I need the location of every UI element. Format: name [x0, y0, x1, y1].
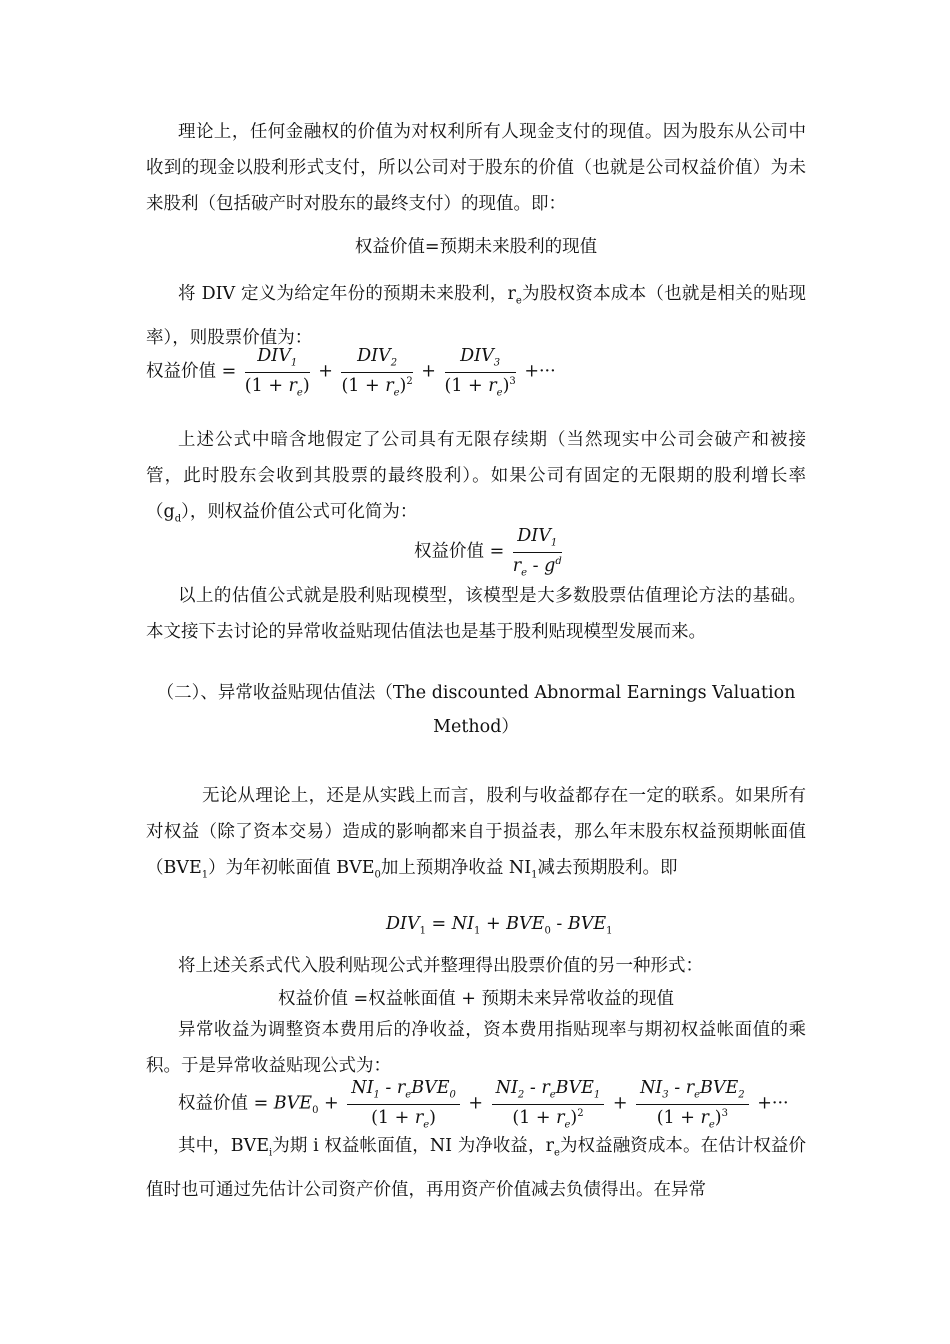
paragraph-2: 将 DIV 定义为给定年份的预期未来股利，$r_e$为股权资本成本（也就是相关的贴现率），则股票价值为：	[146, 284, 806, 348]
formula-clean-surplus: $DIV_1 = NI_1 + BVE_0 - BVE_1$	[386, 914, 613, 937]
equation-abnormal-earnings-text: 权益价值 =权益帐面值 + 预期未来异常收益的现值	[277, 989, 674, 1009]
paragraph-3: 上述公式中暗含地假定了公司具有无限存续期（当然现实中公司会破产和被接管，此时股东会收到其股票的最终股利）。如果公司有固定的无限期的股利增长率$(g_d)$，则权益价值公式可化简为：	[146, 430, 806, 525]
paragraph-6: 将上述关系式代入股利贴现公式并整理得出股票价值的另一种形式：	[178, 956, 703, 976]
paragraph-1: 理论上，任何金融权的价值为对权利所有人现金支付的现值。因为股东从公司中收到的现金以股利形式支付，所以公司对于股东的价值（也就是公司权益价值）为未来股利（包括破产时对股东的最终支付）的现值。即：	[146, 122, 806, 214]
paragraph-7: 异常收益为调整资本费用后的净收益，资本费用指贴现率与期初权益帐面值的乘积。于是异常收益贴现公式为：	[146, 1020, 806, 1076]
section-heading	[146, 676, 806, 744]
formula-gordon-growth: 权益价值 = $\frac{DIV_1}{r_e - g^d}$	[414, 526, 562, 578]
section-heading-line-2: Method）	[433, 717, 519, 737]
section-heading-line-1: （二）、异常收益贴现估值法（The discounted Abnormal Earnings Valuation	[156, 683, 796, 703]
equation-equity-value-text: 权益价值=预期未来股利的现值	[354, 237, 598, 257]
paragraph-4: 以上的估值公式就是股利贴现模型，该模型是大多数股票估值理论方法的基础。本文接下去讨论的异常收益贴现估值法也是基于股利贴现模型发展而来。	[146, 586, 806, 642]
paragraph-8: 其中，$BVE_i$为期 i 权益帐面值，NI 为净收益，$r_e$为权益融资成本。在估计权益价值时也可通过先估计公司资产价值，再用资产价值减去负债得出。在异常	[146, 1136, 806, 1200]
paragraph-5: 无论从理论上，还是从实践上而言，股利与收益都存在一定的联系。如果所有对权益（除了资本交易）造成的影响都来自于损益表，那么年末股东权益预期帐面值$(BVE_1)$为年初帐面值 $BVE_0$加上预期净收益 $NI_1$减去预期股利。即	[146, 786, 806, 881]
formula-abnormal-earnings: 权益价值 = $BVE_0$ + $\frac{NI_1 - r_eBVE_0}{(1 + r_e)}$ + $\frac{NI_2 - r_eBVE_1}{(1 + r_e)^2}$ + $\frac{NI_3 - r_eBVE_2}{(1 + r_e)^3}$ +···	[178, 1078, 789, 1130]
formula-dividend-discount: 权益价值 = $\frac{DIV_1}{(1 + r_e)}$ + $\frac{DIV_2}{(1 + r_e)^2}$ + $\frac{DIV_3}{(1 + r_e)^3}$ +···	[146, 346, 556, 398]
